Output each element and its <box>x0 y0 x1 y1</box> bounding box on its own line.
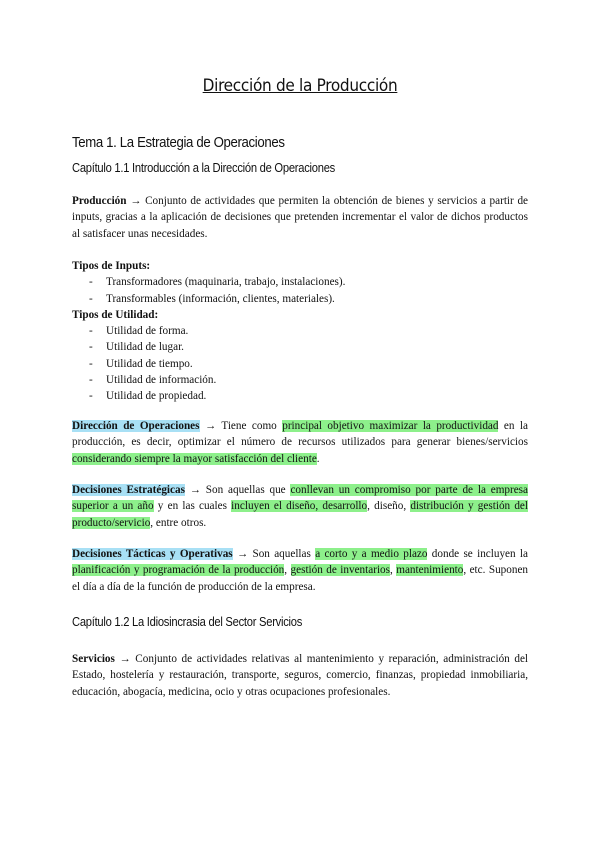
highlight: conllevan un compromiso por parte de la empresa superior a un año <box>72 484 528 513</box>
highlight: considerando siempre la mayor satisfacción del cliente <box>72 452 317 465</box>
list-item: - Transformables (información, clientes, materiales). <box>89 292 335 305</box>
tacticas-term: Decisiones Tácticas y Operativas <box>72 548 233 560</box>
list-item: - Utilidad de propiedad. <box>89 390 207 403</box>
arrow: → <box>119 653 131 665</box>
utilidad-heading: Tipos de Utilidad: <box>72 308 159 321</box>
chapter-1-1-heading: Capítulo 1.1 Introducción a la Dirección de Operaciones <box>72 160 335 175</box>
servicios-definition: Conjunto de actividades relativas al mantenimiento y reparación, administración del Estado, hostelería y restauración, transporte, seguros, comercio, finanzas, propiedad inmobiliaria, educación, abogacía, medicina, ocio y otras ocupaciones profesionales. <box>72 653 529 698</box>
direccion-term: Dirección de Operaciones <box>72 420 200 432</box>
servicios-term: Servicios <box>72 653 115 665</box>
direccion-paragraph: Dirección de Operaciones → Tiene como principal objetivo maximizar la productividad en la producción, es decir, optimizar el número de recursos utilizados para generar bienes/servicios considerando siempre la mayor satisfacción del cliente. <box>72 420 529 465</box>
highlight: planificación y programación de la producción <box>72 564 285 577</box>
inputs-list <box>72 258 345 405</box>
tema-heading: Tema 1. La Estrategia de Operaciones <box>72 134 285 151</box>
tacticas-paragraph: Decisiones Tácticas y Operativas → Son aquellas a corto y a medio plazo donde se incluyen la planificación y programación de la producción, gestión de inventarios, mantenimiento, etc. Suponen el día a día de la función de producción de la empresa. <box>72 548 529 593</box>
highlight: gestión de inventarios <box>290 564 390 577</box>
highlight: mantenimiento <box>396 564 464 577</box>
highlight: a corto y a medio plazo <box>315 548 428 560</box>
list-item: - Utilidad de tiempo. <box>89 357 193 370</box>
estrategicas-term: Decisiones Estratégicas <box>72 484 185 496</box>
list-item: - Utilidad de forma. <box>89 325 189 338</box>
produccion-paragraph <box>72 193 528 242</box>
inputs-heading: Tipos de Inputs: <box>72 260 151 272</box>
highlight: principal objetivo maximizar la productividad <box>282 420 499 432</box>
list-item: - Transformadores (maquinaria, trabajo, instalaciones). <box>89 276 346 289</box>
list-item: - Utilidad de lugar. <box>89 341 184 354</box>
list-item: - Utilidad de información. <box>89 374 217 387</box>
servicios-paragraph <box>72 651 528 700</box>
highlight: distribución y gestión del producto/servicio <box>72 500 529 529</box>
document-title: Dirección de la Producción <box>202 76 398 96</box>
highlight: incluyen el diseño, desarrollo <box>231 500 368 513</box>
produccion-term: Producción <box>72 195 127 207</box>
estrategicas-paragraph: Decisiones Estratégicas → Son aquellas que conllevan un compromiso por parte de la empresa superior a un año y en las cuales incluyen el diseño, desarrollo, diseño, distribución y gestión del producto/servicio, entre otros. <box>72 484 529 529</box>
arrow: → <box>130 195 142 207</box>
produccion-definition: Conjunto de actividades que permiten la obtención de bienes y servicios a partir de inputs, gracias a la aplicación de decisiones que pretenden incrementar el valor de dichos productos al satisfacer unas necesidades. <box>72 195 529 240</box>
chapter-1-2-heading: Capítulo 1.2 La Idiosincrasia del Sector Servicios <box>72 614 303 629</box>
